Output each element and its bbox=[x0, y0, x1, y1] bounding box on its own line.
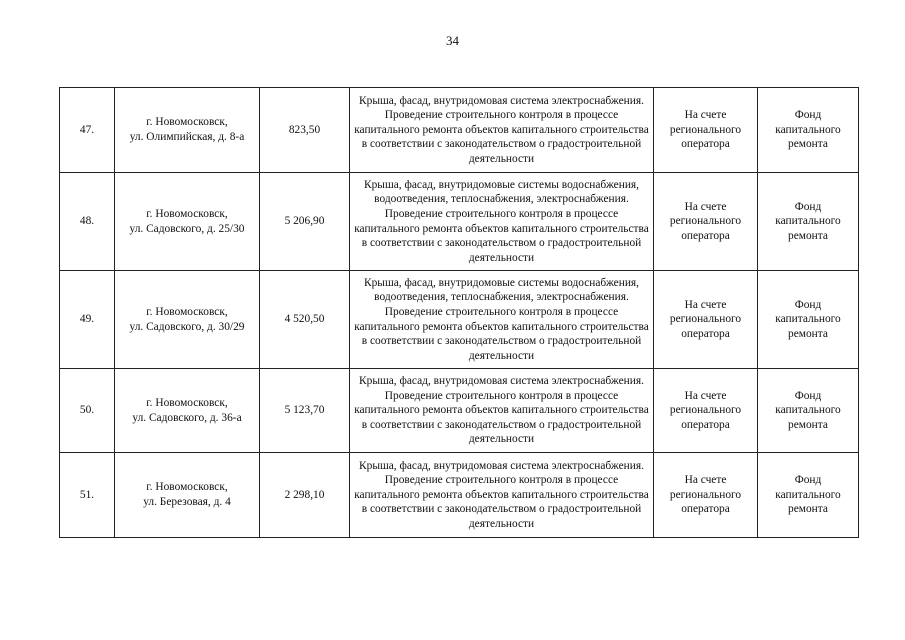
fund-cell bbox=[758, 453, 859, 538]
account-line: оператора bbox=[681, 327, 730, 340]
fund-line: Фонд bbox=[794, 109, 822, 122]
address-street: ул. Березовая, д. 4 bbox=[143, 496, 231, 508]
address-city: г. Новомосковск, bbox=[146, 396, 228, 409]
address-cell bbox=[115, 271, 260, 369]
fund-cell bbox=[758, 271, 859, 369]
work-description: Крыша, фасад, внутридомовая система электроснабжения. Проведение строительного контроля в процессе капитального ремонта объектов капитального строительства в соответствии с законодательством о градостроительной деятельности bbox=[350, 369, 654, 453]
fund-cell bbox=[758, 369, 859, 453]
row-number: 49. bbox=[60, 271, 115, 369]
fund-cell bbox=[758, 88, 859, 173]
address-city: г. Новомосковск, bbox=[146, 116, 228, 129]
fund-line: капитального bbox=[775, 123, 841, 136]
account-line: регионального bbox=[669, 215, 742, 228]
address-city: г. Новомосковск, bbox=[146, 481, 228, 494]
fund-line: Фонд bbox=[794, 474, 822, 487]
work-description: Крыша, фасад, внутридомовая система электроснабжения. Проведение строительного контроля в процессе капитального ремонта объектов капитального строительства в соответствии с законодательством о градостроительной деятельности bbox=[350, 453, 654, 538]
account-line: На счете bbox=[684, 109, 727, 122]
fund-line: ремонта bbox=[788, 138, 828, 151]
account-line: регионального bbox=[669, 123, 742, 136]
account-line: регионального bbox=[669, 313, 742, 326]
account-line: На счете bbox=[684, 298, 727, 311]
address-street: ул. Садовского, д. 36-а bbox=[132, 411, 242, 424]
area-cell: 5 206,90 bbox=[260, 173, 350, 271]
fund-line: капитального bbox=[775, 488, 841, 501]
table-row bbox=[60, 173, 859, 271]
area-cell: 4 520,50 bbox=[260, 271, 350, 369]
account-line: оператора bbox=[681, 229, 730, 242]
work-description: Крыша, фасад, внутридомовые системы водоснабжения, водоотведения, теплоснабжения, электроснабжения. Проведение строительного контроля в процессе капитального ремонта объектов капитального строительства в соответствии с законодательством о градостроительной деятельности bbox=[350, 271, 654, 369]
fund-line: ремонта bbox=[788, 418, 828, 431]
address-street: ул. Садовского, д. 30/29 bbox=[129, 320, 245, 333]
row-number: 47. bbox=[60, 88, 115, 173]
fund-line: Фонд bbox=[794, 298, 822, 311]
table-row bbox=[60, 453, 859, 538]
table-body bbox=[60, 88, 859, 538]
account-line: оператора bbox=[681, 503, 730, 516]
account-line: На счете bbox=[684, 389, 727, 402]
address-cell bbox=[115, 369, 260, 453]
repair-works-table bbox=[59, 87, 859, 538]
address-city: г. Новомосковск, bbox=[146, 305, 228, 318]
fund-line: капитального bbox=[775, 215, 841, 228]
account-cell bbox=[654, 88, 758, 173]
address-cell bbox=[115, 88, 260, 173]
table-row bbox=[60, 271, 859, 369]
row-number: 48. bbox=[60, 173, 115, 271]
account-line: На счете bbox=[684, 474, 727, 487]
address-street: ул. Садовского, д. 25/30 bbox=[129, 222, 245, 235]
fund-line: Фонд bbox=[794, 200, 822, 213]
area-cell: 823,50 bbox=[260, 88, 350, 173]
area-cell: 2 298,10 bbox=[260, 453, 350, 538]
account-line: На счете bbox=[684, 200, 727, 213]
account-line: оператора bbox=[681, 138, 730, 151]
address-city: г. Новомосковск, bbox=[146, 207, 228, 220]
account-line: регионального bbox=[669, 488, 742, 501]
fund-line: Фонд bbox=[794, 389, 822, 402]
work-description: Крыша, фасад, внутридомовые системы водоснабжения, водоотведения, теплоснабжения, электроснабжения. Проведение строительного контроля в процессе капитального ремонта объектов капитального строительства в соответствии с законодательством о градостроительной деятельности bbox=[350, 173, 654, 271]
account-line: оператора bbox=[681, 418, 730, 431]
address-cell bbox=[115, 453, 260, 538]
account-cell bbox=[654, 173, 758, 271]
fund-line: капитального bbox=[775, 404, 841, 417]
work-description: Крыша, фасад, внутридомовая система электроснабжения. Проведение строительного контроля в процессе капитального ремонта объектов капитального строительства в соответствии с законодательством о градостроительной деятельности bbox=[350, 88, 654, 173]
account-cell bbox=[654, 369, 758, 453]
fund-cell bbox=[758, 173, 859, 271]
area-cell: 5 123,70 bbox=[260, 369, 350, 453]
account-cell bbox=[654, 453, 758, 538]
row-number: 50. bbox=[60, 369, 115, 453]
fund-line: ремонта bbox=[788, 503, 828, 516]
fund-line: ремонта bbox=[788, 229, 828, 242]
fund-line: ремонта bbox=[788, 327, 828, 340]
address-cell bbox=[115, 173, 260, 271]
account-line: регионального bbox=[669, 404, 742, 417]
page-number: 34 bbox=[446, 33, 459, 48]
fund-line: капитального bbox=[775, 313, 841, 326]
row-number: 51. bbox=[60, 453, 115, 538]
account-cell bbox=[654, 271, 758, 369]
table-row bbox=[60, 88, 859, 173]
address-street: ул. Олимпийская, д. 8-а bbox=[129, 131, 245, 143]
table-row bbox=[60, 369, 859, 453]
